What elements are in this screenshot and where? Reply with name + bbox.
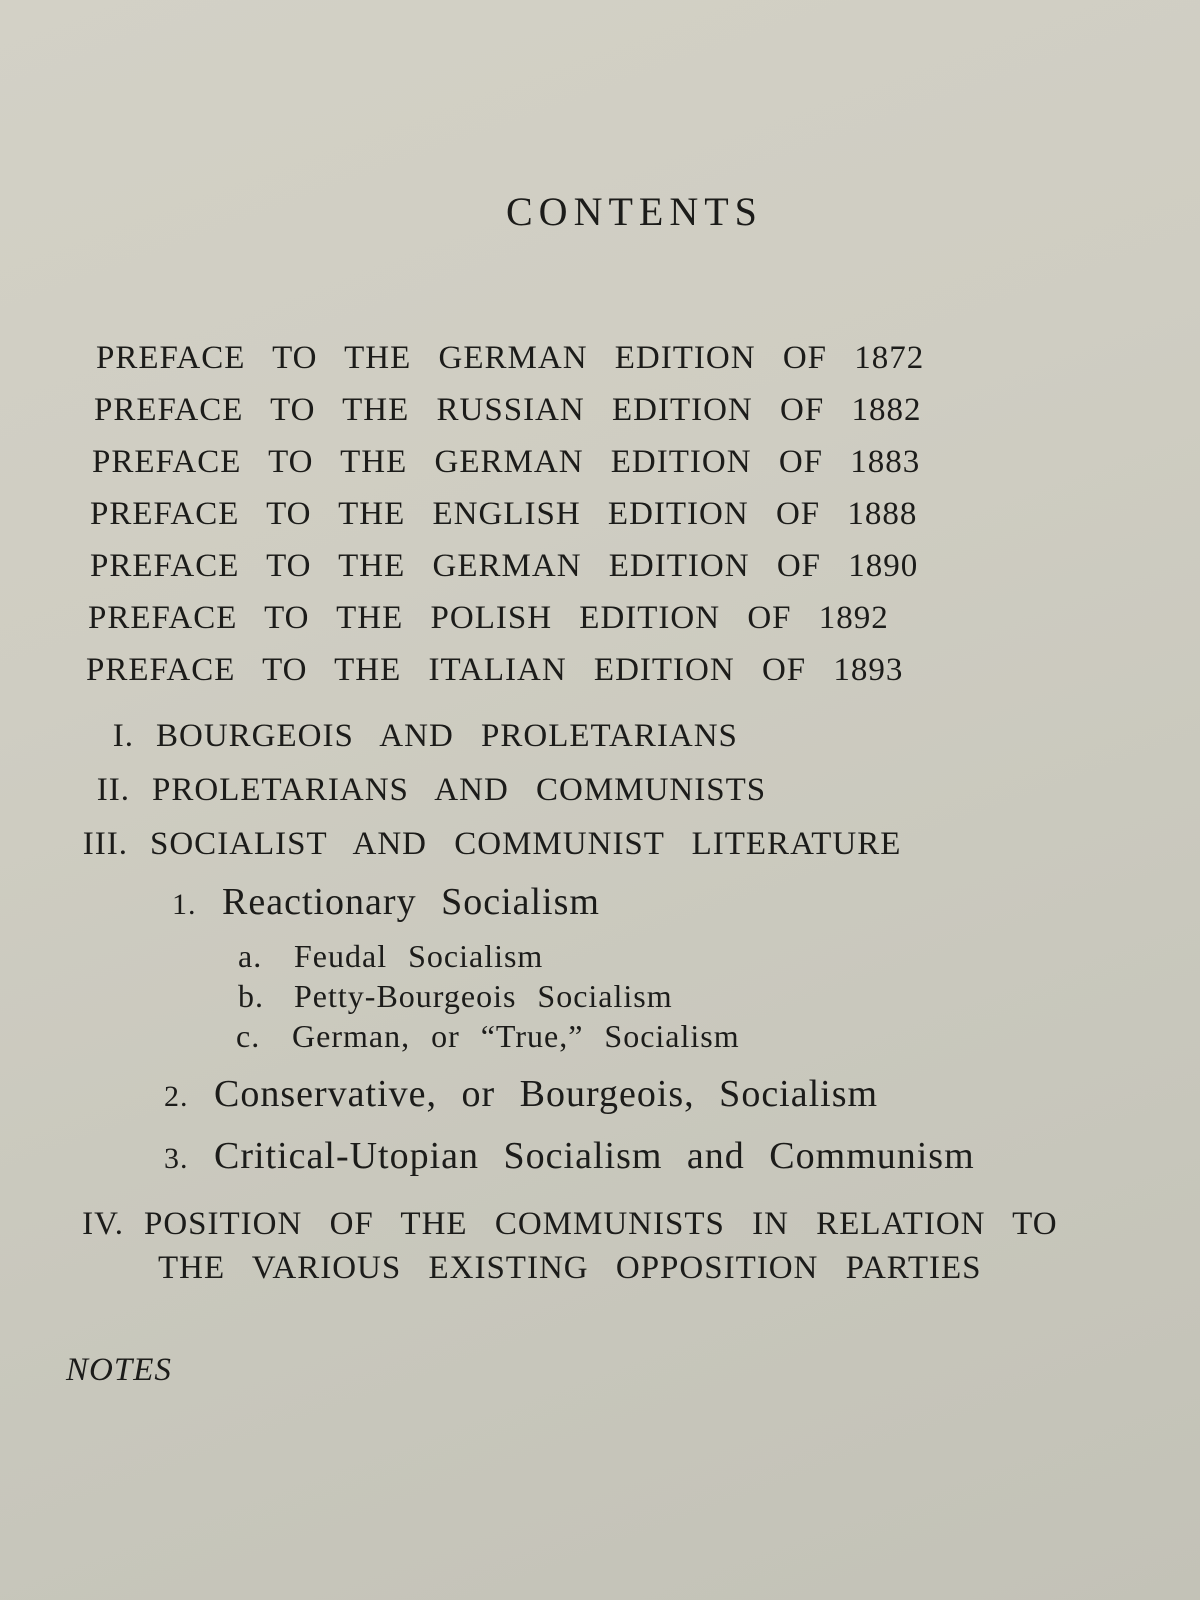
- section-number: 1.: [172, 888, 197, 921]
- chapter-number: I.: [112, 718, 134, 754]
- chapter-number: III.: [82, 826, 128, 862]
- chapter-title: PROLETARIANS AND COMMUNISTS: [152, 772, 767, 808]
- chapter-title: BOURGEOIS AND PROLETARIANS: [156, 718, 738, 754]
- preface-1882: PREFACE TO THE RUSSIAN EDITION OF 1882: [94, 392, 922, 428]
- chapter-number: IV.: [82, 1206, 124, 1242]
- section-3: [164, 1134, 975, 1178]
- preface-1883: PREFACE TO THE GERMAN EDITION OF 1883: [92, 444, 921, 480]
- chapter-title: SOCIALIST AND COMMUNIST LITERATURE: [150, 826, 902, 862]
- preface-1893: PREFACE TO THE ITALIAN EDITION OF 1893: [86, 652, 904, 688]
- section-1: [172, 880, 600, 924]
- preface-1888: PREFACE TO THE ENGLISH EDITION OF 1888: [90, 496, 918, 532]
- subsection-b: [238, 978, 673, 1015]
- subsection-letter: b.: [238, 978, 264, 1014]
- section-title: Reactionary Socialism: [222, 881, 600, 923]
- chapter-title: POSITION OF THE COMMUNISTS IN RELATION TO: [144, 1206, 1058, 1242]
- chapter-3: [62, 826, 901, 863]
- chapter-2: [64, 772, 766, 809]
- subsection-letter: c.: [236, 1018, 261, 1054]
- subsection-a: [238, 938, 543, 975]
- section-2: [164, 1072, 878, 1116]
- section-title: Critical-Utopian Socialism and Communism: [214, 1135, 975, 1177]
- subsection-c: [236, 1018, 740, 1055]
- preface-1872: PREFACE TO THE GERMAN EDITION OF 1872: [96, 340, 925, 376]
- notes-entry: NOTES: [66, 1352, 172, 1388]
- chapter-1: [68, 718, 738, 755]
- subsection-title: Petty-Bourgeois Socialism: [294, 978, 673, 1014]
- section-title: Conservative, or Bourgeois, Socialism: [214, 1073, 879, 1115]
- section-number: 3.: [164, 1142, 189, 1175]
- subsection-letter: a.: [238, 938, 263, 974]
- section-number: 2.: [164, 1080, 189, 1113]
- page-title: CONTENTS: [506, 189, 763, 234]
- chapter-4: [52, 1206, 1058, 1243]
- subsection-title: Feudal Socialism: [294, 938, 544, 974]
- subsection-title: German, or “True,” Socialism: [292, 1018, 740, 1054]
- preface-1890: PREFACE TO THE GERMAN EDITION OF 1890: [90, 548, 919, 584]
- preface-1892: PREFACE TO THE POLISH EDITION OF 1892: [88, 600, 889, 636]
- chapter-4-continued: THE VARIOUS EXISTING OPPOSITION PARTIES: [158, 1250, 982, 1286]
- chapter-number: II.: [96, 772, 130, 808]
